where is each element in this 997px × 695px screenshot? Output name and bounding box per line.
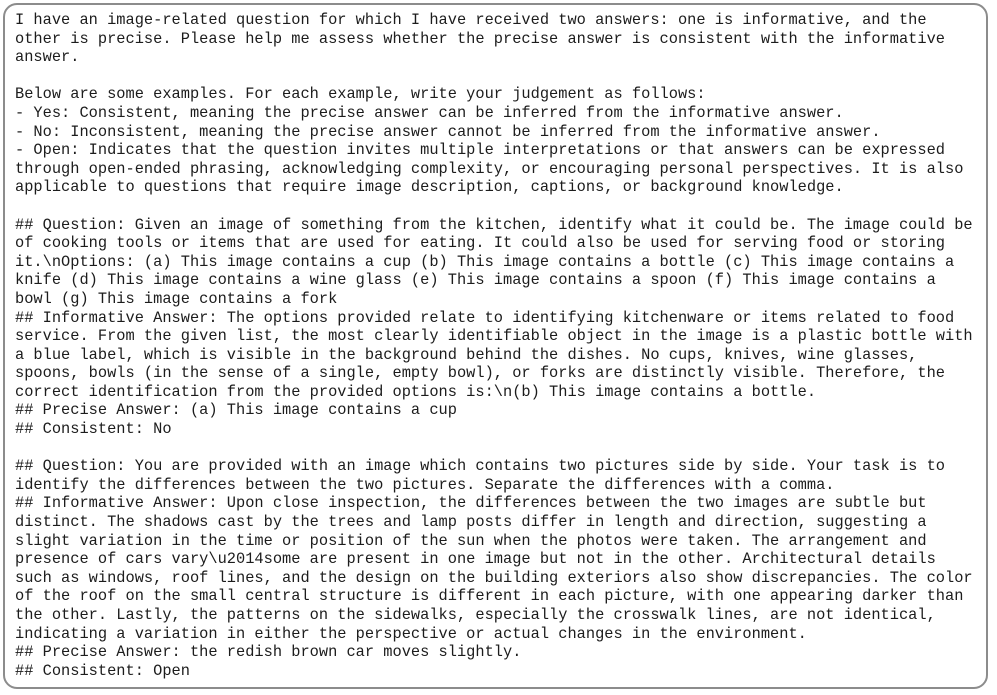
instructions-paragraph [15, 85, 983, 197]
text-line: answer. [15, 48, 80, 67]
blank-line [15, 197, 983, 216]
example-precise-answer: ## Precise Answer: (a) This image contains a cup [15, 401, 457, 420]
text-line: ## Informative Answer: The options provided relate to identifying kitchenware or items related to food [15, 308, 955, 327]
example-consistent-verdict: ## Consistent: No [15, 420, 172, 439]
text-line: slight variation in the time or position of the sun when the photos were taken. The arrangement and [15, 531, 927, 550]
text-line: knife (d) This image contains a wine glass (e) This image contains a spoon (f) This image contains a [15, 271, 936, 290]
example-question [15, 457, 983, 494]
text-line: applicable to questions that require image description, captions, or background knowledge. [15, 178, 844, 197]
example-precise-answer: ## Precise Answer: the redish brown car moves slightly. [15, 643, 522, 662]
example-consistent-verdict: ## Consistent: Open [15, 661, 190, 680]
blank-line [15, 439, 983, 458]
text-line: of the roof on the small central structure is different in each picture, with one appearing darker than [15, 587, 964, 606]
text-line: ## Question: Given an image of something from the kitchen, identify what it could be. The image could be [15, 215, 973, 234]
text-line: of cooking tools or items that are used for eating. It could also be used for serving food or storing [15, 234, 945, 253]
intro-paragraph [15, 11, 983, 67]
text-line: bowl (g) This image contains a fork [15, 289, 338, 308]
text-line: distinct. The shadows cast by the trees and lamp posts differ in length and direction, suggesting a [15, 513, 927, 532]
text-line: ## Informative Answer: Upon close inspection, the differences between the two images are subtle but [15, 494, 927, 513]
example-question [15, 216, 983, 309]
text-line: a blue label, which is visible in the background behind the dishes. No cups, knives, wine glasses, [15, 345, 918, 364]
prompt-document [15, 11, 983, 680]
text-line: such as windows, roof lines, and the design on the building exteriors also show discrepancies. The color [15, 568, 973, 587]
text-line: indicating a variation in either the perspective or actual changes in the environment. [15, 624, 807, 643]
text-line: it.\nOptions: (a) This image contains a cup (b) This image contains a bottle (c) This image contains a [15, 252, 955, 271]
text-line: through open-ended phrasing, acknowledging complexity, or encouraging personal perspectives. It is also [15, 159, 964, 178]
text-line: - Yes: Consistent, meaning the precise answer can be inferred from the informative answer. [15, 103, 844, 122]
text-line: I have an image-related question for which I have received two answers: one is informative, and the [15, 11, 927, 29]
text-line: correct identification from the provided options is:\n(b) This image contains a bottle. [15, 382, 817, 401]
text-line: spoons, bowls (in the sense of a single, empty bowl), or forks are distinctly visible. Therefore, the [15, 364, 945, 383]
blank-line [15, 67, 983, 86]
example-informative-answer [15, 494, 983, 643]
text-line: presence of cars vary\u2014some are present in one image but not in the other. Architectural details [15, 550, 936, 569]
example-informative-answer [15, 309, 983, 402]
text-line: identify the differences between the two pictures. Separate the differences with a comma. [15, 475, 835, 494]
text-line: Below are some examples. For each example, write your judgement as follows: [15, 85, 706, 104]
example-2 [15, 457, 983, 680]
text-line: - Open: Indicates that the question invites multiple interpretations or that answers can be expressed [15, 141, 945, 160]
text-line: other is precise. Please help me assess whether the precise answer is consistent with the informative [15, 29, 945, 48]
text-line: service. From the given list, the most clearly identifiable object in the image is a plastic bottle with [15, 327, 973, 346]
text-line: ## Question: You are provided with an image which contains two pictures side by side. Your task is to [15, 457, 945, 476]
text-line: - No: Inconsistent, meaning the precise answer cannot be inferred from the informative answer. [15, 122, 881, 141]
example-1 [15, 216, 983, 439]
text-line: the other. Lastly, the patterns on the sidewalks, especially the crosswalk lines, are not identical, [15, 606, 936, 624]
